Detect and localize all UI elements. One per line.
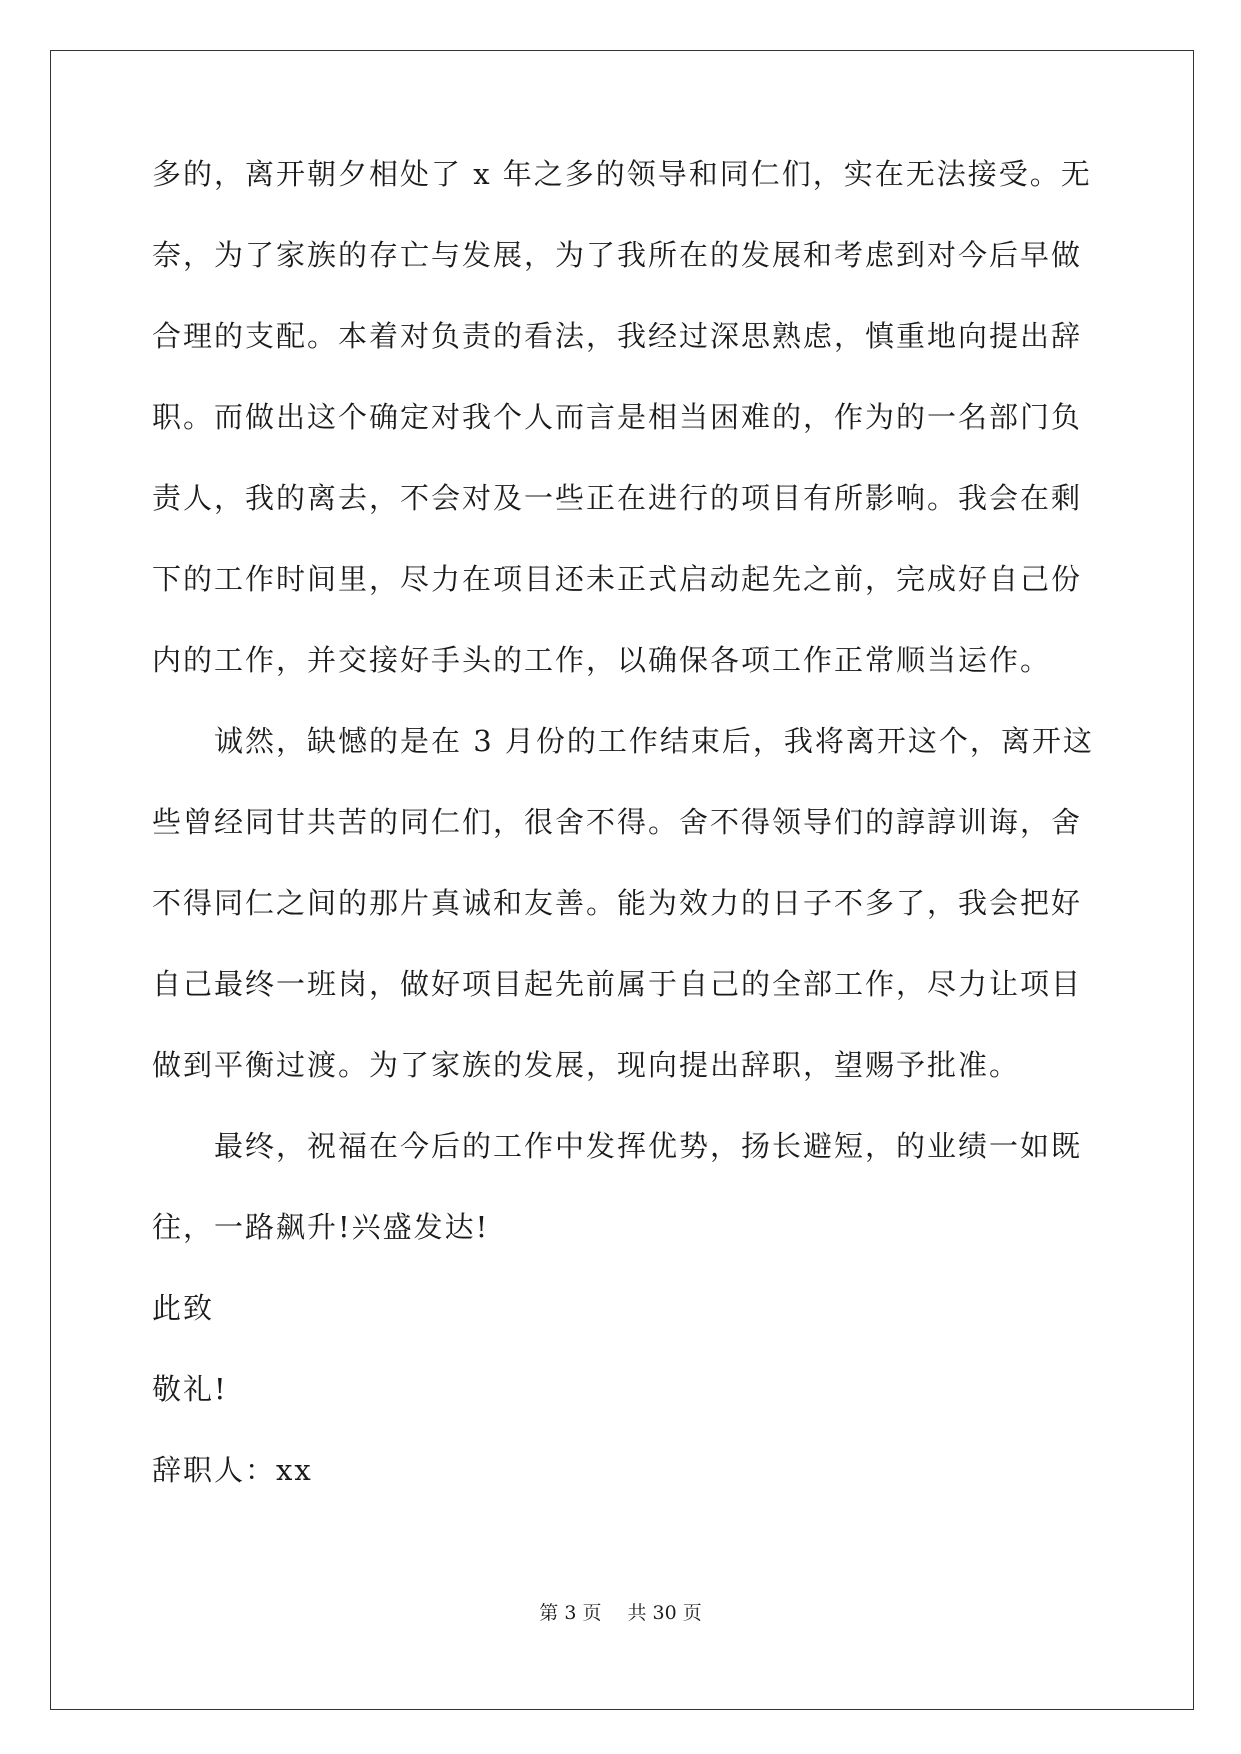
letter-body	[152, 154, 1097, 1531]
text-line: 做到平衡过渡。为了家族的发展，现向提出辞职，望赐予批准。	[152, 1048, 1021, 1082]
page-number: 第 3 页	[539, 1602, 602, 1624]
signature-line: 辞职人：xx	[152, 1453, 313, 1487]
closing-salutation: 此致	[152, 1291, 215, 1325]
text-line: 自己最终一班岗，做好项目起先前属于自己的全部工作，尽力让项目	[152, 967, 1083, 1001]
page-total: 共 30 页	[627, 1602, 702, 1624]
text-line: 内的工作，并交接好手头的工作，以确保各项工作正常顺当运作。	[152, 643, 1052, 677]
text-line: 下的工作时间里，尽力在项目还未正式启动起先之前，完成好自己份	[152, 562, 1083, 596]
text-line: 些曾经同甘共苦的同仁们，很舍不得。舍不得领导们的諄諄训诲，舍	[152, 805, 1083, 839]
text-line: 往，一路飙升!兴盛发达!	[152, 1210, 490, 1244]
text-line: 合理的支配。本着对负责的看法，我经过深思熟虑，慎重地向提出辞	[152, 319, 1083, 353]
text-line: 职。而做出这个确定对我个人而言是相当困难的，作为的一名部门负	[152, 400, 1083, 434]
paragraph-start-line: 诚然，缺憾的是在 3 月份的工作结束后，我将离开这个，离开这	[214, 724, 1094, 758]
closing-regards: 敬礼!	[152, 1372, 228, 1406]
text-line: 奈，为了家族的存亡与发展，为了我所在的发展和考虑到对今后早做	[152, 238, 1083, 272]
page-footer	[0, 1598, 1241, 1625]
text-line: 不得同仁之间的那片真诚和友善。能为效力的日子不多了，我会把好	[152, 886, 1083, 920]
paragraph-start-line: 最终，祝福在今后的工作中发挥优势，扬长避短，的业绩一如既	[214, 1129, 1083, 1163]
text-line: 责人，我的离去，不会对及一些正在进行的项目有所影响。我会在剩	[152, 481, 1083, 515]
text-line: 多的，离开朝夕相处了 x 年之多的领导和同仁们，实在无法接受。无	[152, 157, 1092, 191]
